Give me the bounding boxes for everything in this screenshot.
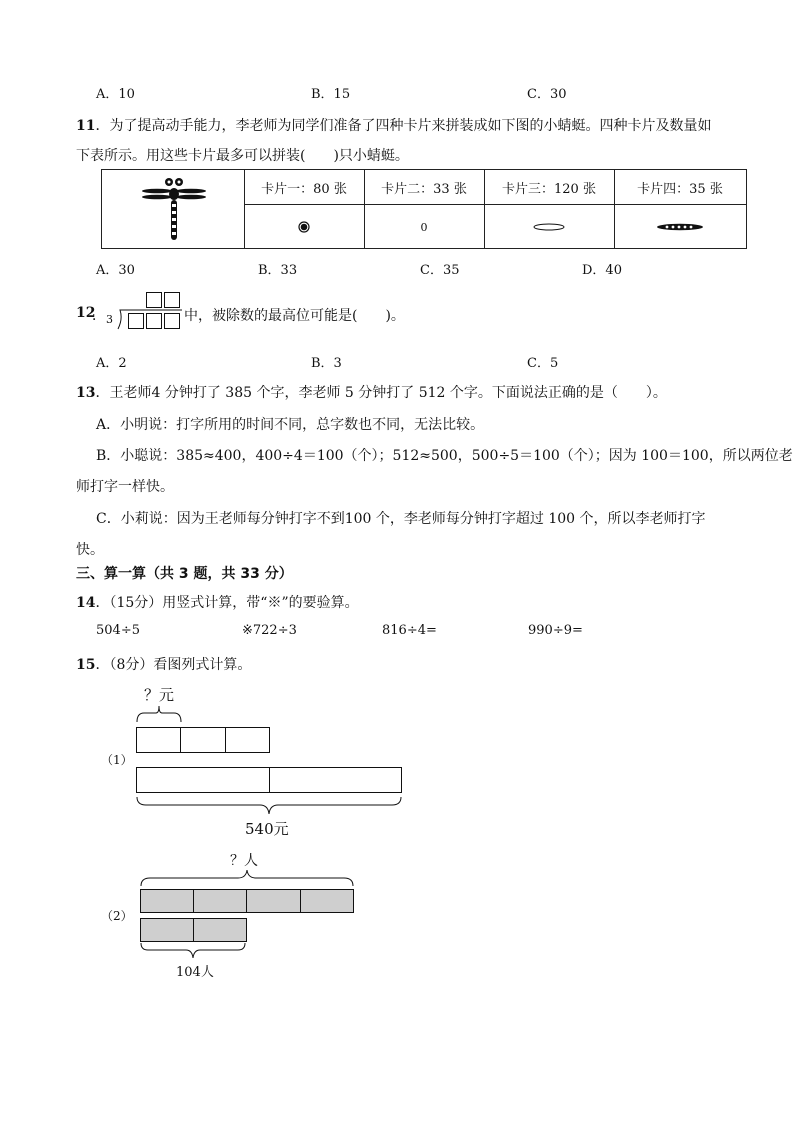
q12-option-c: C．5	[527, 356, 559, 371]
q13-option-b-line2: 师打字一样快。	[76, 479, 174, 495]
part2-top-segment-2	[193, 889, 247, 913]
q14-item-2: ※722÷3	[242, 623, 297, 638]
q12-option-b: B．3	[311, 356, 342, 371]
part1-small-segment-1	[136, 727, 181, 753]
card-table	[101, 169, 747, 249]
card-1-dot-icon	[244, 206, 364, 248]
card-4-label: 卡片四：35 张	[637, 182, 723, 197]
q15-text: ．（8分）看图列式计算。	[95, 657, 252, 673]
dragonfly-picture	[102, 170, 244, 248]
q11-question	[76, 115, 711, 135]
q14-item-4: 990÷9=	[528, 623, 583, 638]
card-2-label: 卡片二：33 张	[381, 182, 467, 197]
part2-top-segment-1	[140, 889, 194, 913]
q15-number: 15	[76, 657, 96, 673]
q12-text: 中，被除数的最高位可能是( )。	[184, 308, 405, 324]
q14-item-1: 504÷5	[96, 623, 140, 638]
q13-option-c-line2: 快。	[76, 542, 104, 558]
section-3-heading: 三、算一算（共 3 题，共 33 分）	[76, 566, 293, 582]
card-4-striped-wing-icon	[614, 206, 746, 248]
part1-bottom-brace	[136, 796, 404, 816]
q10-option-b: B．15	[311, 87, 351, 102]
q12-number: 12	[76, 305, 96, 321]
part2-top-segment-3	[246, 889, 301, 913]
part1-large-segment-1	[136, 767, 270, 793]
card-2-ring-icon: 0	[420, 220, 428, 234]
part1-large-segment-2	[269, 767, 402, 793]
q11-number: 11	[76, 118, 96, 134]
q14-question	[76, 592, 359, 612]
part2-label: （2）	[101, 909, 133, 923]
q11-option-d: D．40	[582, 263, 622, 278]
q10-option-c: C．30	[527, 87, 567, 102]
part2-bottom-segment-1	[140, 918, 194, 942]
part1-bottom-label: 540元	[245, 820, 289, 838]
part1-top-brace	[136, 704, 184, 724]
part2-bottom-segment-2	[193, 918, 247, 942]
q11-option-c: C．35	[420, 263, 460, 278]
card-1-label: 卡片一：80 张	[261, 182, 347, 197]
part1-small-segment-3	[225, 727, 270, 753]
q14-text: ．（15分）用竖式计算，带“※”的要验算。	[95, 595, 359, 611]
part2-top-segment-4	[300, 889, 354, 913]
part2-bottom-brace	[140, 942, 250, 960]
q10-option-a: A．10	[96, 87, 135, 102]
part2-top-brace	[140, 868, 356, 888]
q12-option-a: A．2	[96, 356, 127, 371]
q12-dot: ．	[92, 308, 106, 324]
part2-top-label: ？人	[230, 853, 258, 869]
q14-number: 14	[76, 595, 96, 611]
q15-question	[76, 654, 251, 674]
q13-option-b-line1: B．小聪说：385≈400，400÷4＝100（个）；512≈500，500÷5＝100（个）；因为 100＝100，所以两位老	[96, 448, 793, 464]
q13-option-a: A．小明说：打字所用的时间不同，总字数也不同，无法比较。	[96, 417, 485, 433]
q11-option-a: A．30	[96, 263, 135, 278]
card-3-label: 卡片三：120 张	[502, 182, 596, 197]
q13-option-c-line1: C．小莉说：因为王老师每分钟打字不到100 个，李老师每分钟打字超过 100 个，所以李老师打字	[96, 511, 706, 527]
part2-bottom-label: 104人	[176, 965, 214, 980]
q11-option-b: B．33	[258, 263, 298, 278]
q13-text: ．王老师4 分钟打了 385 个字，李老师 5 分钟打了 512 个字。下面说法正确的是（ ）。	[95, 385, 667, 401]
part1-small-segment-2	[180, 727, 226, 753]
card-3-ellipse-icon	[484, 206, 614, 248]
q11-text-line2: 下表所示。用这些卡片最多可以拼装( )只小蜻蜓。	[76, 148, 409, 164]
q13-number: 13	[76, 385, 96, 401]
part1-label: （1）	[101, 753, 133, 767]
part1-top-label: ？元	[144, 686, 175, 704]
q11-text-line1: ．为了提高动手能力，李老师为同学们准备了四种卡片来拼装成如下图的小蜻蜓。四种卡片及数量如	[95, 118, 712, 134]
q13-question	[76, 382, 667, 402]
q14-item-3: 816÷4=	[382, 623, 437, 638]
q12-divisor: 3	[106, 313, 113, 326]
